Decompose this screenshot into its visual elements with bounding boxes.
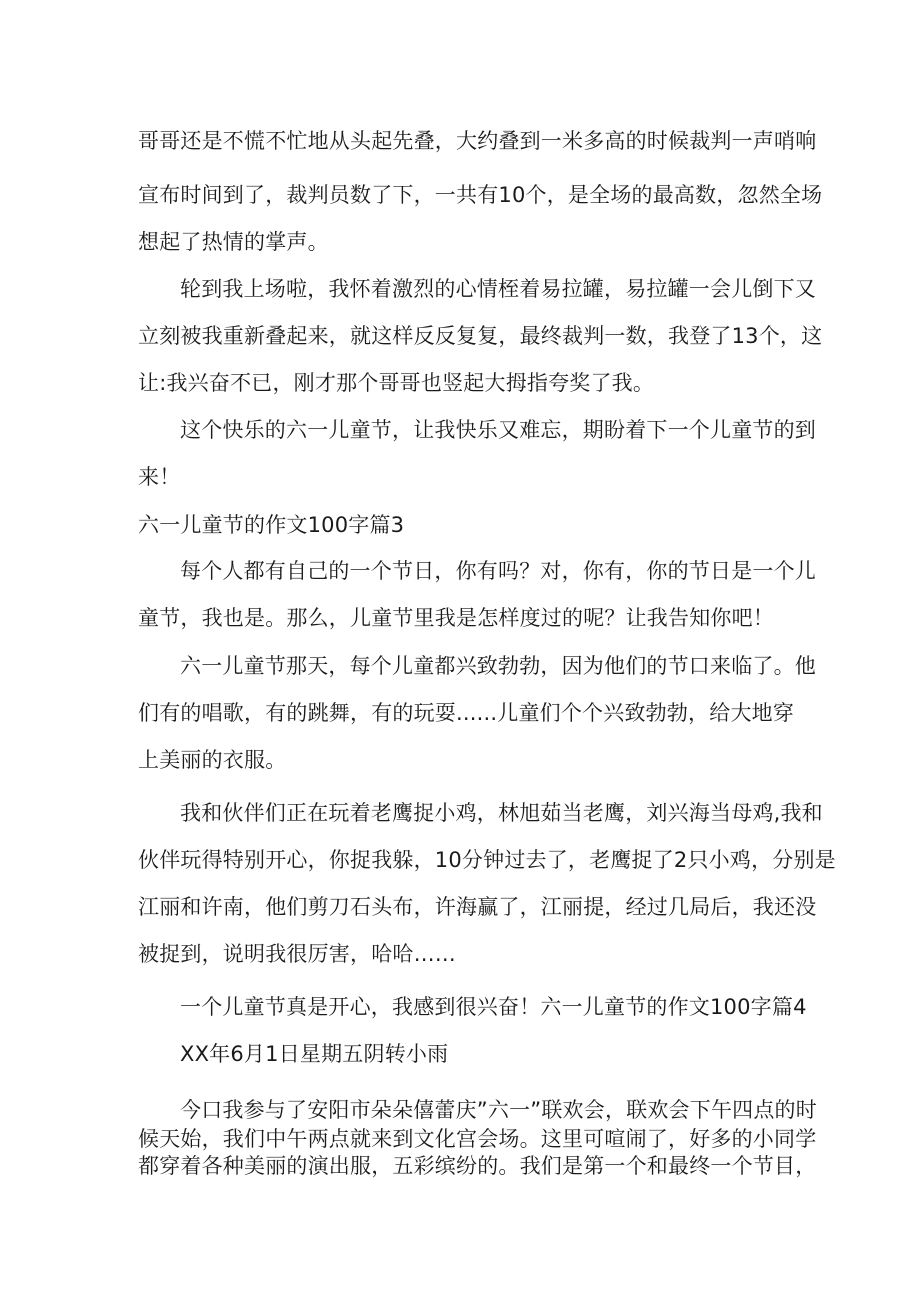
paragraph-6-line-1: 我和伙伴们正在玩着老鹰捉小鸡，林旭茹当老鹰，刘兴海当母鸡,我和	[180, 801, 823, 825]
paragraph-5-line-2: 们有的唱歌，有的跳舞，有的玩耍......儿童们个个兴致勃勃，给大地穿	[138, 701, 795, 725]
paragraph-4-line-1: 每个人都有自己的一个节日，你有吗？对，你有，你的节日是一个儿	[180, 559, 816, 583]
paragraph-6-line-4: 被捉到，说明我很厉害，哈哈……	[138, 942, 456, 966]
section-heading-3: 六一儿童节的作文100字篇3	[138, 513, 405, 537]
paragraph-1-line-2: 宣布时间到了，裁判员数了下，一共有10个，是全场的最高数，忽然全场	[138, 183, 823, 207]
paragraph-9-line-1: 今口我参与了安阳市朵朵僖蕾庆”六一”联欢会，联欢会下午四点的时	[180, 1098, 817, 1122]
diary-date-line: XX年6月1日星期五阴转小雨	[180, 1042, 449, 1066]
paragraph-6-line-3: 江丽和许南，他们剪刀石头布，许海赢了，江丽提，经过几局后，我还没	[138, 895, 817, 919]
paragraph-2-line-3: 让:我兴奋不已，刚才那个哥哥也竖起大拇指夸奖了我。	[138, 371, 655, 395]
paragraph-9-line-2: 候天始，我们中午两点就来到文化宫会场。这里可喧闹了，好多的小同学	[138, 1127, 817, 1151]
paragraph-4-line-2: 童节，我也是。那么，儿童节里我是怎样度过的呢？让我告知你吧！	[138, 606, 774, 630]
paragraph-5-line-1: 六一儿童节那天，每个儿童都兴致勃勃，因为他们的节口来临了。他	[180, 654, 816, 678]
paragraph-9-line-3: 都穿着各种美丽的演出服，五彩缤纷的。我们是第一个和最终一个节目，	[138, 1154, 817, 1178]
paragraph-7-line-1: 一个儿童节真是开心，我感到很兴奋！六一儿童节的作文100字篇4	[180, 995, 807, 1019]
paragraph-1-line-3: 想起了热情的掌声。	[138, 230, 329, 254]
paragraph-1-line-1: 哥哥还是不慌不忙地从头起先叠，大约叠到一米多高的时候裁判一声哨响	[138, 129, 817, 153]
paragraph-2-line-1: 轮到我上场啦，我怀着激烈的心情桎着易拉罐，易拉罐一会儿倒下又	[180, 277, 816, 301]
paragraph-6-line-2: 伙伴玩得特别开心，你捉我躲，10分钟过去了，老鹰捉了2只小鸡，分别是	[138, 848, 836, 872]
paragraph-2-line-2: 立刻被我重新叠起来，就这样反反复复，最终裁判一数，我登了13个，这	[138, 324, 823, 348]
paragraph-3-line-2: 来！	[138, 465, 181, 489]
paragraph-3-line-1: 这个快乐的六一儿童节，让我快乐又难忘，期盼着下一个儿童节的到	[180, 418, 816, 442]
paragraph-5-line-3: 上美丽的衣服。	[138, 748, 287, 772]
